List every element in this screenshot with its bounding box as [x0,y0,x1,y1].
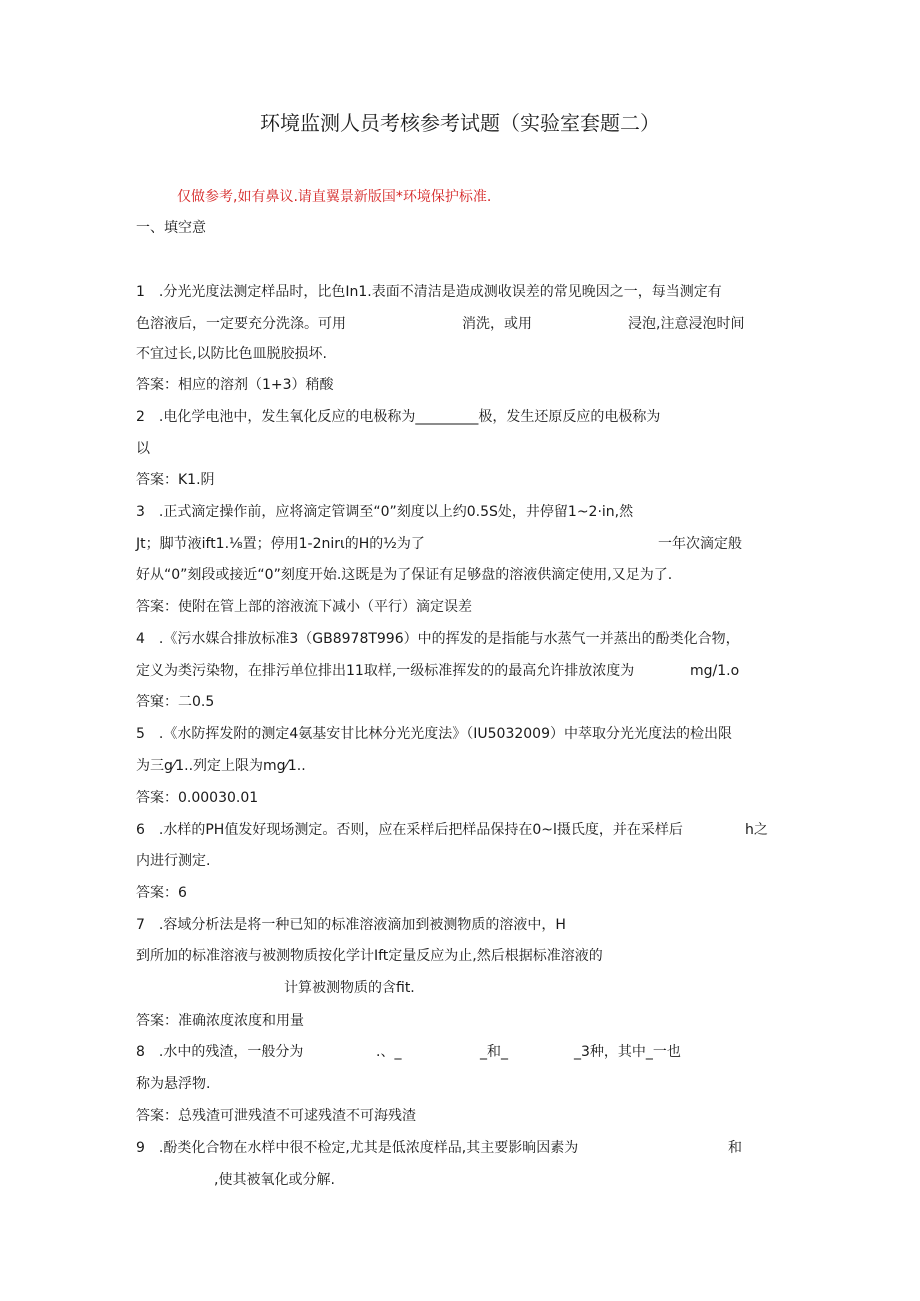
q2-line1: 2 .电化学电池中，发生氧化反应的电极称为_________极，发生还原反应的电极称为 [136,409,661,425]
q9-line2: ,使其被氧化或分解. [214,1172,335,1188]
q1-line3: 不宜过长,以防比色皿脱胶损坏. [136,346,327,362]
q1-answer: 答案：相应的溶剂（1+3）稍酸 [136,377,334,393]
q8-line1a: 8 .水中的残渣，一般分为 [136,1044,304,1060]
q8-answer: 答案：总残渣可泄残渣不可逑残渣不可海残渣 [136,1108,416,1124]
q3-line3: 好从“0”刻段或接近“0”刻度开始.这既是为了保证有足够盘的溶液供滴定使用,又足为了. [136,567,673,583]
q7-line1: 7 .容域分析法是将一种已知的标准溶液滴加到被测物质的溶液中，H [136,917,566,933]
q8-line1c: _和_ [480,1044,508,1060]
q8-line1b: .、_ [376,1044,402,1060]
q8-line1d: _3种，其中_一也 [574,1044,681,1060]
q3-answer: 答案：使附在管上部的溶液流下减小（平行）滴定误差 [136,599,472,615]
q1-line1: 1 .分光光度法测定样品时，比色In1.表面不清洁是造成测收误差的常见晚因之一，每当测定有 [136,284,722,300]
q4-line2b: mg/1.o [690,663,740,679]
q6-answer: 答案：6 [136,885,187,901]
q7-line2: 到所加的标准溶液与被测物质按化学计Ift定量反应为止,然后根据标准溶液的 [136,948,603,964]
q9-line1b: 和 [728,1140,742,1156]
q3-line1: 3 .正式滴定操作前，应将滴定管调至“0”刻度以上约0.5S处，井停留1~2·in,然 [136,504,634,520]
q2-line2: 以 [136,441,150,457]
q4-line1: 4 .《污水媒合排放标准3（GB8978T996）中的挥发的是指能与水蒸气一并蒸出的酚类化合物， [136,631,740,647]
q7-answer: 答案：准确浓度浓度和用量 [136,1013,304,1029]
q5-answer: 答案：0.00030.01 [136,790,259,806]
q7-line3: 计算被测物质的含fit. [284,980,415,996]
document-title: 环境监测人员考核参考试题（实验室套题二） [260,111,660,135]
q6-line1b: h之 [745,822,768,838]
q5-line1: 5 .《水防挥发附的测定4氨基安甘比林分光光度法》（IU5032009）中萃取分光光度法的检出限 [136,726,732,742]
q4-line2a: 定义为类污染物，在排污单位排出11取样,一级标准挥发的的最高允许排放浓度为 [136,663,635,679]
q9-line1a: 9 .酚类化合物在水样中很不检定,尤其是低浓度样品,其主要影晌因素为 [136,1140,579,1156]
q1-line2a: 色溶液后，一定要充分洗涤。可用 [136,316,346,332]
q2-answer: 答案：K1.阴 [136,472,215,488]
q4-answer: 答窠：二0.5 [136,694,215,710]
q6-line2: 内进行测定. [136,853,211,869]
q1-line2b: 消洗，或用 [462,316,532,332]
section-heading: 一、填空意 [136,220,206,236]
reference-note: 仅做参考,如有鼻议.请直翼景新版国*环境保护标准. [177,189,492,205]
q6-line1a: 6 .水样的PH值发好现场测定。否则，应在采样后把样品保持在0~l摄氏度，并在采样后 [136,822,683,838]
q3-line2b: 一年次滴定般 [658,536,742,552]
q3-line2a: Jt；脚节液ift1.⅛置；停用1-2nirι的H的½为了 [136,536,425,552]
q1-line2c: 浸泡,注意浸泡时间 [628,316,745,332]
q8-line2: 称为悬浮物. [136,1076,211,1092]
q5-line2: 为三g⁄1..列定上限为mg⁄1.. [136,758,306,774]
